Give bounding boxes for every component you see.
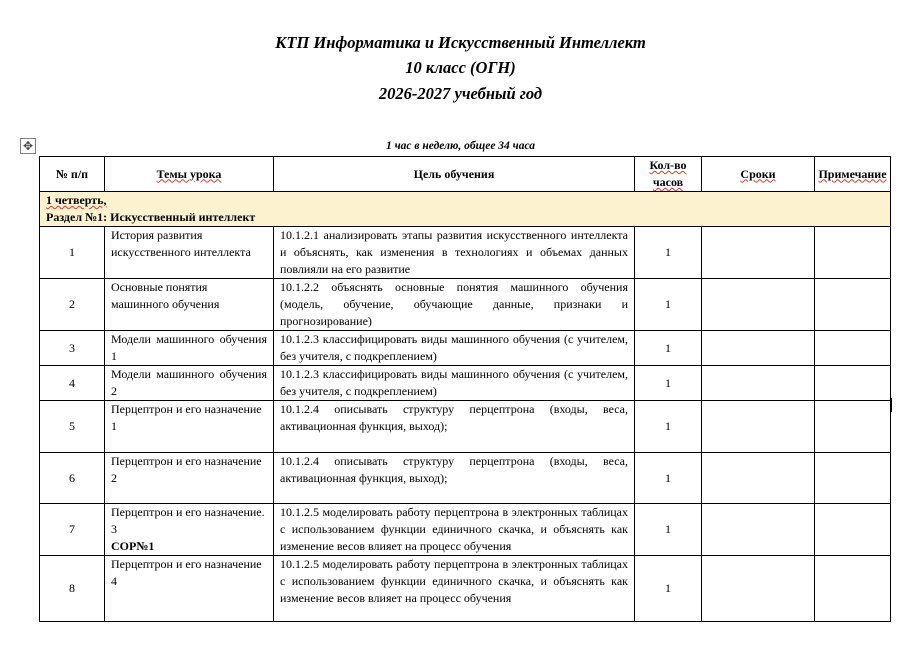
col-header-topic: Темы урока — [105, 157, 274, 192]
lesson-notes-cell[interactable] — [815, 227, 891, 279]
lesson-goal-cell[interactable]: 10.1.2.5 моделировать работу перцептрона в электронных таблицах с использованием функции единичного скачка, и объяснять как изменение весов влияет на процесс обучения — [274, 556, 635, 622]
lesson-dates-cell[interactable] — [702, 227, 815, 279]
lesson-hours-cell[interactable]: 1 — [635, 227, 702, 279]
lesson-dates-cell[interactable] — [702, 401, 815, 453]
lesson-topic-text: Модели машинного обучения 2 — [111, 367, 267, 398]
lesson-number-cell[interactable]: 8 — [40, 556, 105, 622]
lesson-goal-cell[interactable]: 10.1.2.4 описывать структуру перцептрона (входы, веса, активационная функция, выход); — [274, 401, 635, 453]
lesson-hours-cell[interactable]: 1 — [635, 401, 702, 453]
lesson-topic-cell[interactable] — [105, 504, 274, 556]
lesson-plan-table — [39, 156, 891, 622]
lesson-number-cell[interactable]: 1 — [40, 227, 105, 279]
lesson-number-cell[interactable]: 4 — [40, 366, 105, 401]
lesson-notes-cell[interactable] — [815, 556, 891, 622]
lesson-goal-cell[interactable]: 10.1.2.3 классифицировать виды машинного обучения (с учителем, без учителя, с подкреплением) — [274, 366, 635, 401]
lesson-topic-text: Модели машинного обучения 1 — [111, 332, 267, 363]
lesson-dates-cell[interactable] — [702, 331, 815, 366]
col-header-notes: Примечание — [815, 157, 891, 192]
col-header-goal: Цель обучения — [274, 157, 635, 192]
lesson-number-cell[interactable]: 6 — [40, 453, 105, 504]
lesson-notes-cell[interactable] — [815, 331, 891, 366]
table-row — [40, 453, 891, 504]
lesson-number-cell[interactable]: 2 — [40, 279, 105, 331]
section-quarter: 1 четверть, — [46, 193, 107, 207]
table-row — [40, 401, 891, 453]
table-row — [40, 556, 891, 622]
table-header-row — [40, 157, 891, 192]
lesson-topic-cell[interactable] — [105, 366, 274, 401]
section-row — [40, 192, 891, 227]
lesson-topic-text: Перцептрон и его назначение 1 — [111, 402, 262, 433]
lesson-topic-cell[interactable] — [105, 401, 274, 453]
lesson-topic-text: Перцептрон и его назначение. 3 — [111, 505, 265, 536]
lesson-hours-cell[interactable]: 1 — [635, 331, 702, 366]
lesson-topic-cell[interactable] — [105, 331, 274, 366]
document-title: КТП Информатика и Искусственный Интеллект — [275, 33, 646, 52]
lesson-goal-cell[interactable]: 10.1.2.3 классифицировать виды машинного обучения (с учителем, без учителя, с подкреплением) — [274, 331, 635, 366]
lesson-hours-cell[interactable]: 1 — [635, 556, 702, 622]
table-row — [40, 504, 891, 556]
col-header-dates: Сроки — [702, 157, 815, 192]
lesson-goal-cell[interactable]: 10.1.2.1 анализировать этапы развития искусственного интеллекта и объяснять, как изменения в технологиях и объемах данных повлияли на его развитие — [274, 227, 635, 279]
lesson-hours-cell[interactable]: 1 — [635, 453, 702, 504]
lesson-notes-cell[interactable] — [815, 401, 891, 453]
lesson-number-cell[interactable]: 5 — [40, 401, 105, 453]
lesson-topic-assessment: СОР№1 — [111, 539, 155, 553]
lesson-topic-cell[interactable] — [105, 556, 274, 622]
lesson-hours-cell[interactable]: 1 — [635, 504, 702, 556]
lesson-goal-cell[interactable]: 10.1.2.2 объяснять основные понятия машинного обучения (модель, обучение, обучающие данные, признаки и прогнозирование) — [274, 279, 635, 331]
table-row — [40, 279, 891, 331]
lesson-topic-cell[interactable] — [105, 453, 274, 504]
lesson-dates-cell[interactable] — [702, 279, 815, 331]
lesson-topic-cell[interactable] — [105, 227, 274, 279]
lesson-hours-cell[interactable]: 1 — [635, 366, 702, 401]
lesson-topic-text: Основные понятия машинного обучения — [111, 280, 220, 311]
document-grade: 10 класс (ОГН) — [405, 58, 516, 77]
lesson-hours-cell[interactable]: 1 — [635, 279, 702, 331]
lesson-notes-cell[interactable] — [815, 366, 891, 401]
text-cursor — [891, 398, 892, 412]
lesson-dates-cell[interactable] — [702, 366, 815, 401]
table-row — [40, 227, 891, 279]
lesson-notes-cell[interactable] — [815, 504, 891, 556]
lesson-dates-cell[interactable] — [702, 504, 815, 556]
section-cell — [40, 192, 891, 227]
col-header-num: № п/п — [40, 157, 105, 192]
lesson-notes-cell[interactable] — [815, 279, 891, 331]
section-name: Раздел №1: Искусственный интеллект — [46, 210, 256, 224]
table-row — [40, 331, 891, 366]
document-year: 2026-2027 учебный год — [378, 84, 543, 103]
lesson-goal-cell[interactable]: 10.1.2.4 описывать структуру перцептрона (входы, веса, активационная функция, выход); — [274, 453, 635, 504]
lesson-dates-cell[interactable] — [702, 556, 815, 622]
lesson-topic-text: Перцептрон и его назначение 4 — [111, 557, 262, 588]
lesson-topic-cell[interactable] — [105, 279, 274, 331]
table-row — [40, 366, 891, 401]
lesson-number-cell[interactable]: 7 — [40, 504, 105, 556]
lesson-topic-text: Перцептрон и его назначение 2 — [111, 454, 262, 485]
table-move-handle-icon[interactable]: ✥ — [20, 138, 36, 154]
lesson-number-cell[interactable]: 3 — [40, 331, 105, 366]
lesson-topic-text: История развития искусственного интеллекта — [111, 228, 251, 259]
col-header-hours: Кол-во часов — [635, 157, 702, 192]
lesson-notes-cell[interactable] — [815, 453, 891, 504]
lesson-goal-cell[interactable]: 10.1.2.5 моделировать работу перцептрона в электронных таблицах с использованием функции единичного скачка, и объяснять как изменение весов влияет на процесс обучения — [274, 504, 635, 556]
hours-subtitle: 1 час в неделю, общее 34 часа — [385, 140, 536, 152]
lesson-dates-cell[interactable] — [702, 453, 815, 504]
